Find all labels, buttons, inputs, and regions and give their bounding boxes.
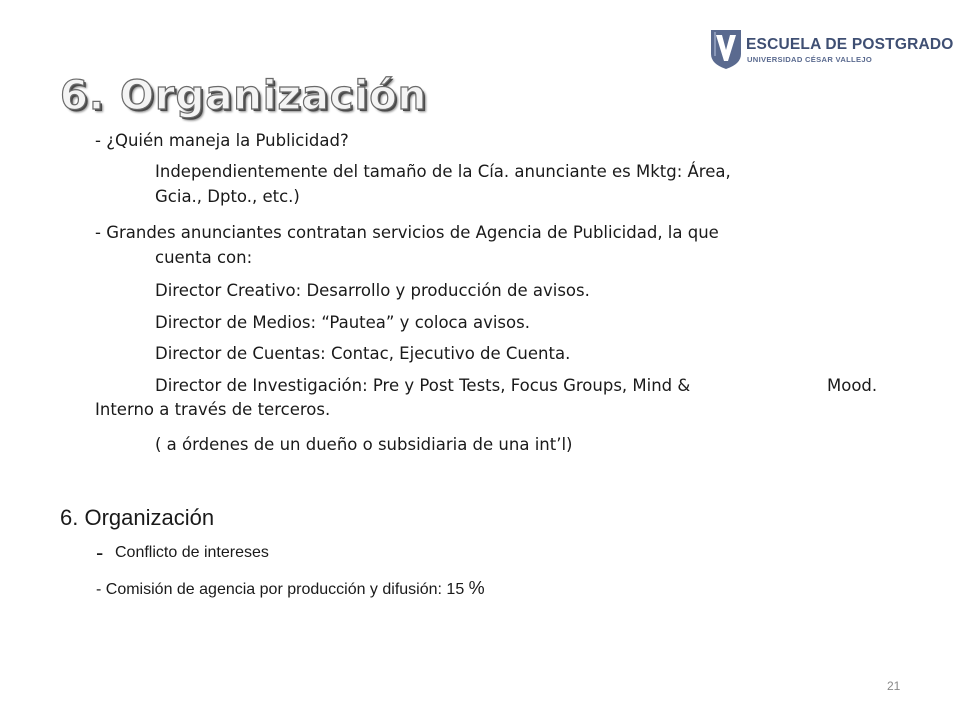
body-line: Mood.	[827, 376, 878, 395]
university-emblem-icon	[710, 28, 742, 70]
logo-subtitle: UNIVERSIDAD CÉSAR VALLEJO	[747, 55, 873, 64]
body-line: Director de Medios: “Pautea” y coloca avisos.	[155, 313, 530, 332]
section-title: 6. Organización	[60, 505, 215, 530]
logo	[710, 28, 954, 72]
body-line: ( a órdenes de un dueño o subsidiaria de una int’l)	[155, 435, 573, 454]
body-line: - ¿Quién maneja la Publicidad?	[95, 131, 349, 150]
body-line: Director de Investigación: Pre y Post Tests, Focus Groups, Mind &	[155, 376, 691, 395]
logo-name: ESCUELA DE POSTGRADO	[746, 36, 954, 53]
section-bullet-dash: -	[96, 540, 104, 565]
body-line: Director de Cuentas: Contac, Ejecutivo de Cuenta.	[155, 344, 571, 363]
slide-title: 6. Organización	[60, 73, 428, 119]
body-line: - Grandes anunciantes contratan servicios de Agencia de Publicidad, la que	[95, 223, 719, 242]
section-conflict-item: Conflicto de intereses	[115, 544, 269, 561]
body-line: cuenta con:	[155, 248, 253, 267]
body-line: Director Creativo: Desarrollo y producción de avisos.	[155, 281, 590, 300]
commission-text: - Comisión de agencia por producción y difusión: 15	[96, 581, 465, 598]
section-commission-item	[96, 578, 485, 599]
body-line: Independientemente del tamaño de la Cía. anunciante es Mktg: Área,	[155, 162, 731, 181]
body-line: Gcia., Dpto., etc.)	[155, 187, 300, 206]
percent-sign: %	[468, 578, 485, 598]
page-number: 21	[887, 679, 901, 693]
body-line: Interno a través de terceros.	[95, 400, 331, 419]
